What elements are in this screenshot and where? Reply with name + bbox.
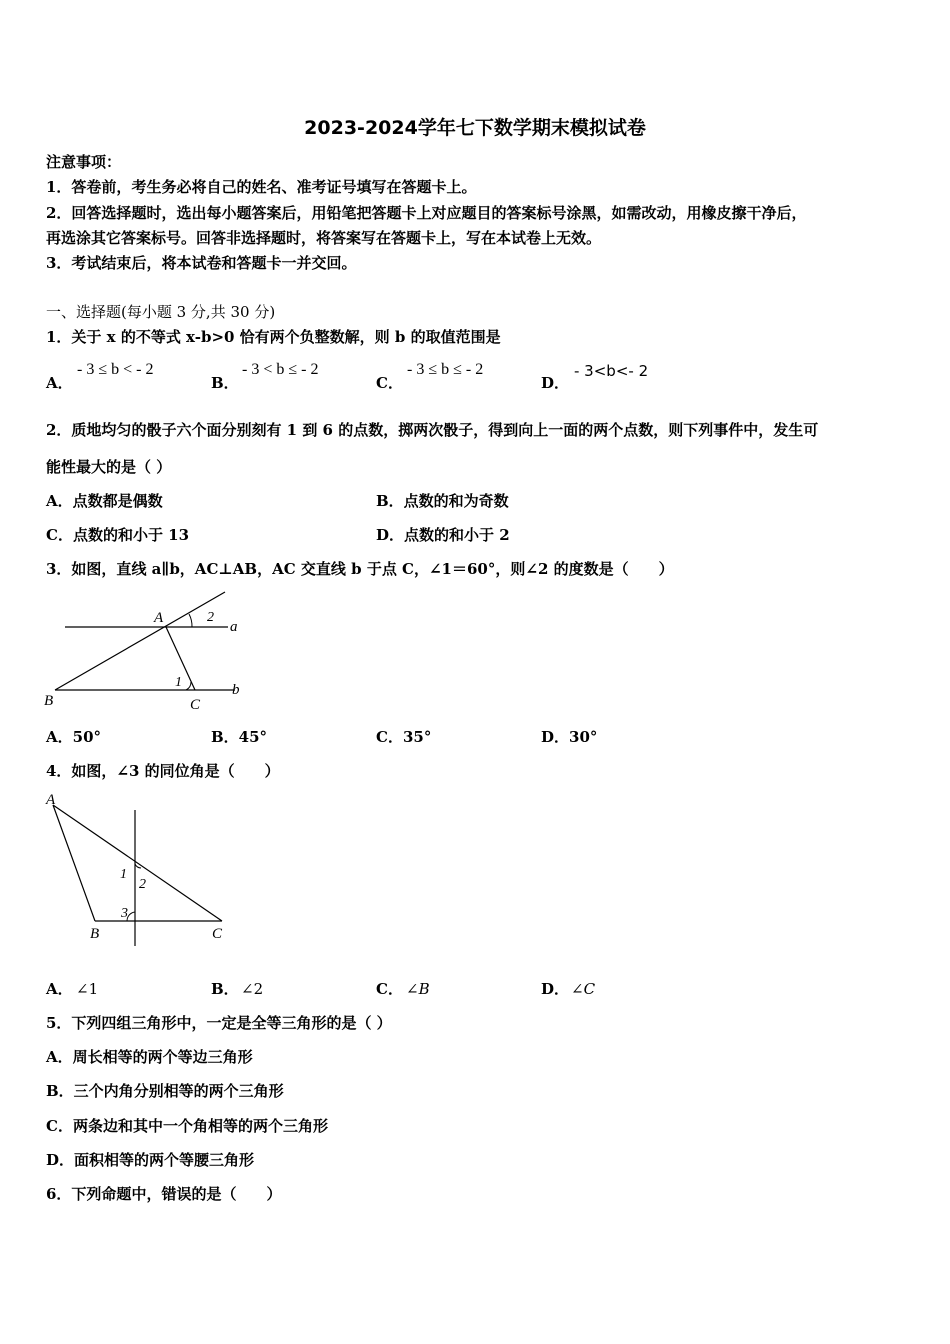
angle-2-arc [189,614,192,627]
label-line-a: a [230,619,238,635]
q4-option-b-expr: ∠2 [241,980,264,998]
q3-option-b: B．45° [211,728,268,746]
q1-option-d-letter: D． [541,374,570,392]
q2-option-b: B．点数的和为奇数 [376,492,509,510]
q5-stem: 5．下列四组三角形中，一定是全等三角形的是（ ） [46,1014,392,1032]
q6-stem: 6．下列命题中，错误的是（ ） [46,1185,282,1203]
label-angle-3: 3 [121,906,128,921]
notice-item: 1．答卷前，考生务必将自己的姓名、准考证号填写在答题卡上。 [46,178,477,196]
section-heading: 一、选择题(每小题 3 分,共 30 分) [46,303,276,321]
q4-stem: 4．如图，∠3 的同位角是（ ） [46,762,280,780]
notice-item: 2．回答选择题时，选出每小题答案后，用铅笔把答题卡上对应题目的答案标号涂黑，如需改动，用橡皮擦干净后， [46,204,807,222]
q2-stem-line1: 2．质地均匀的骰子六个面分别刻有 1 到 6 的点数，掷两次骰子，得到向上一面的两个点数，则下列事件中，发生可 [46,421,819,439]
q3-option-d: D．30° [541,728,598,746]
q1-option-d-expr: - 3<b<- 2 [574,362,649,380]
q2-stem-line2: 能性最大的是（ ） [46,458,172,476]
label-b-point: B [44,693,54,709]
angle-3-arc [127,912,135,921]
q5-option-b: B．三个内角分别相等的两个三角形 [46,1082,284,1100]
q3-stem: 3．如图，直线 a∥b，AC⊥AB，AC 交直线 b 于点 C，∠1＝60°，则∠2 的度数是（ ） [46,560,674,578]
q5-option-d: D．面积相等的两个等腰三角形 [46,1151,255,1169]
q1-option-a-expr: - 3 ≤ b < - 2 [77,361,154,378]
notice-item: 再选涂其它答案标号。回答非选择题时，将答案写在答题卡上，写在本试卷上无效。 [46,229,602,247]
label-b-point: B [90,926,100,942]
label-a-point: A [154,610,164,626]
q2-option-d: D．点数的和小于 2 [376,526,510,544]
q4-option-b-letter: B． [211,980,239,998]
label-a-point: A [46,792,56,808]
label-line-b: b [232,682,240,698]
label-angle-2: 2 [207,610,214,625]
q5-option-c: C．两条边和其中一个角相等的两个三角形 [46,1117,328,1135]
q2-option-a: A．点数都是偶数 [46,492,163,510]
page-title: 2023-2024学年七下数学期末模拟试卷 [304,117,646,139]
q4-option-d-letter: D． [541,980,570,998]
q3-option-a: A．50° [46,728,102,746]
q1-option-b-letter: B． [211,374,239,392]
q5-option-a: A．周长相等的两个等边三角形 [46,1048,253,1066]
q1-option-a-letter: A． [46,374,73,392]
q4-option-d-expr: ∠C [571,980,596,998]
q4-option-a-letter: A． [46,980,73,998]
label-c-point: C [212,926,223,942]
q2-option-c: C．点数的和小于 13 [46,526,190,544]
angle-1-arc [186,682,191,690]
notice-heading: 注意事项： [46,153,122,171]
side-ac [53,805,222,921]
line-ab [55,592,225,690]
q4-option-c-letter: C． [376,980,403,998]
label-angle-1: 1 [175,675,182,690]
q4-option-c-expr: ∠B [406,980,430,998]
notice-item: 3．考试结束后，将本试卷和答题卡一并交回。 [46,254,357,272]
q3-option-c: C．35° [376,728,432,746]
q1-option-c-expr: - 3 ≤ b ≤ - 2 [407,361,484,378]
q4-figure [40,788,240,950]
side-ab [53,805,95,921]
q1-stem: 1．关于 x 的不等式 x-b>0 恰有两个负整数解，则 b 的取值范围是 [46,328,501,346]
q1-option-b-expr: - 3 < b ≤ - 2 [242,361,319,378]
q3-figure [40,588,260,712]
label-c-point: C [190,697,201,712]
q1-option-c-letter: C． [376,374,403,392]
q4-option-a-expr: ∠1 [76,980,99,998]
label-angle-1: 1 [120,867,127,882]
label-angle-2: 2 [139,877,146,892]
